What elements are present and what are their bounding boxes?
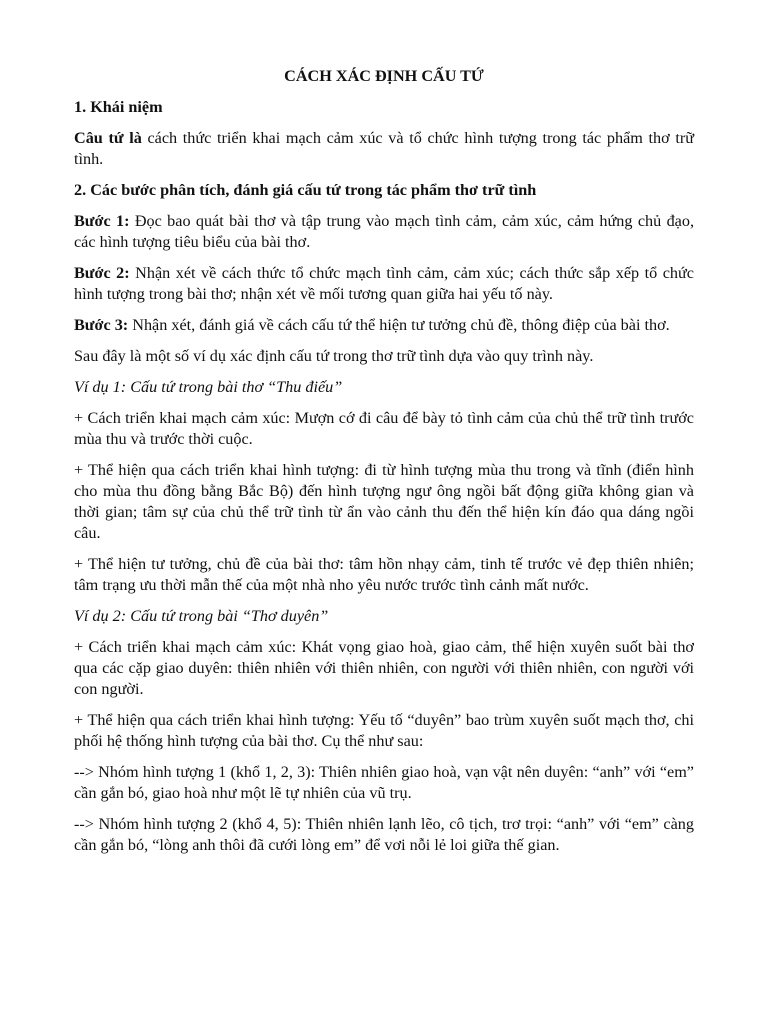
step-label: Bước 3: (74, 316, 129, 334)
step-text: Nhận xét, đánh giá về cách cấu tứ thể hiện tư tưởng chủ đề, thông điệp của bài thơ. (128, 316, 670, 334)
example-point: + Thể hiện qua cách triển khai hình tượng: Yếu tố “duyên” bao trùm xuyên suốt mạch thơ, chi phối hệ thống hình tượng của bài thơ. Cụ thể như sau: (74, 711, 694, 750)
definition-term: Câu tứ là (74, 129, 142, 147)
example-heading: Ví dụ 2: Cấu tứ trong bài “Thơ duyên” (74, 607, 329, 625)
section-heading-steps: 2. Các bước phân tích, đánh giá cấu tứ trong tác phẩm thơ trữ tình (74, 181, 537, 199)
example-heading: Ví dụ 1: Cấu tứ trong bài thơ “Thu điếu” (74, 378, 343, 396)
example-point: --> Nhóm hình tượng 2 (khổ 4, 5): Thiên nhiên lạnh lẽo, cô tịch, trơ trọi: “anh” với “em” càng cần gắn bó, “lòng anh thôi đã cưới lòng em” để vơi nỗi lẻ loi giữa thế gian. (74, 815, 694, 854)
example-point: + Thể hiện qua cách triển khai hình tượng: đi từ hình tượng mùa thu trong và tĩnh (điển hình cho mùa thu đồng bằng Bắc Bộ) đến hình tượng ngư ông ngồi bất động giữa không gian và thời gian; tâm sự của chủ thể trữ tình từ ẩn vào cảnh thu đến thể hiện kín đáo qua dáng ngồi câu. (74, 461, 694, 542)
step-text: Nhận xét về cách thức tổ chức mạch tình cảm, cảm xúc; cách thức sắp xếp tổ chức hình tượng trong bài thơ; nhận xét về mối tương quan giữa hai yếu tố này. (74, 264, 694, 303)
definition-paragraph (74, 128, 694, 170)
example-point: + Cách triển khai mạch cảm xúc: Mượn cớ đi câu để bày tỏ tình cảm của chủ thể trữ tình trước mùa thu và trước thời cuộc. (74, 409, 694, 448)
step-paragraph (74, 263, 694, 305)
examples-intro: Sau đây là một số ví dụ xác định cấu tứ trong thơ trữ tình dựa vào quy trình này. (74, 347, 594, 365)
step-text: Đọc bao quát bài thơ và tập trung vào mạch tình cảm, cảm xúc, cảm hứng chủ đạo, các hình tượng tiêu biểu của bài thơ. (74, 212, 694, 251)
document-page (74, 66, 694, 866)
step-label: Bước 2: (74, 264, 130, 282)
example-point: + Thể hiện tư tưởng, chủ đề của bài thơ: tâm hồn nhạy cảm, tinh tế trước vẻ đẹp thiên nhiên; tâm trạng ưu thời mẫn thế của một nhà nho yêu nước trước tình cảnh mất nước. (74, 555, 694, 594)
example-point: + Cách triển khai mạch cảm xúc: Khát vọng giao hoà, giao cảm, thể hiện xuyên suốt bài thơ qua các cặp giao duyên: thiên nhiên với thiên nhiên, con người với thiên nhiên, con người với con người. (74, 638, 694, 698)
step-paragraph (74, 315, 694, 336)
definition-text: cách thức triển khai mạch cảm xúc và tổ chức hình tượng trong tác phẩm thơ trữ tình. (74, 129, 695, 168)
step-label: Bước 1: (74, 212, 130, 230)
step-paragraph (74, 211, 694, 253)
example-point: --> Nhóm hình tượng 1 (khổ 1, 2, 3): Thiên nhiên giao hoà, vạn vật nên duyên: “anh” với “em” cần gắn bó, giao hoà như một lẽ tự nhiên của vũ trụ. (74, 763, 694, 802)
document-title: CÁCH XÁC ĐỊNH CẤU TỨ (284, 67, 484, 85)
section-heading-concept: 1. Khái niệm (74, 98, 163, 116)
